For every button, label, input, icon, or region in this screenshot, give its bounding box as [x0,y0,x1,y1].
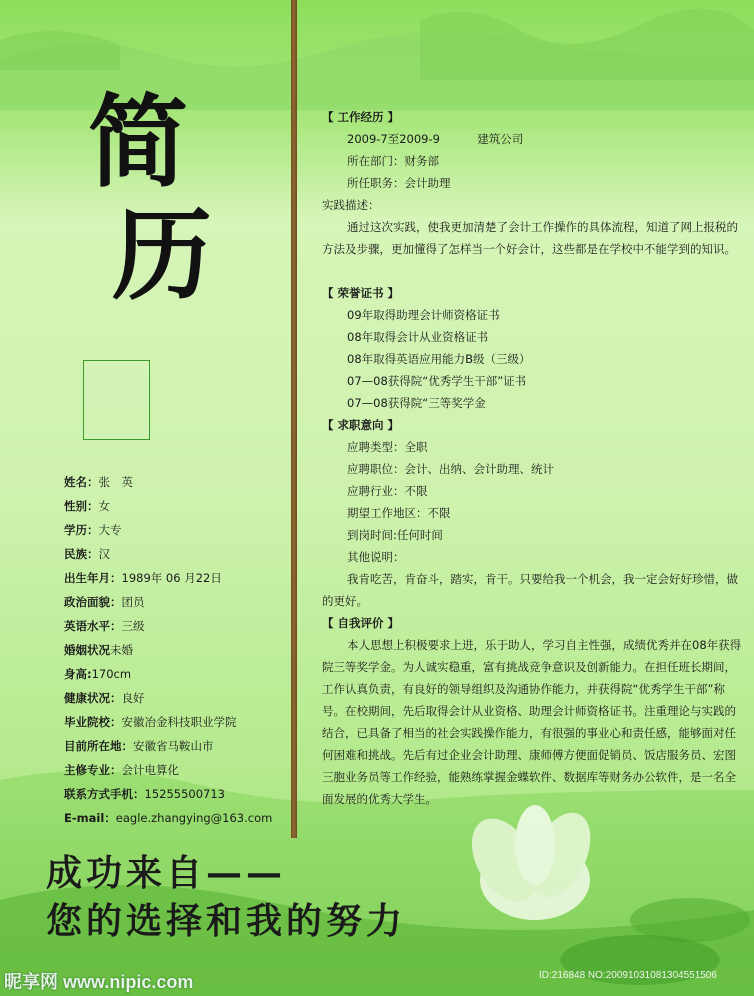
info-label: 姓名： [64,475,99,489]
info-row [64,470,292,494]
honors-list [322,304,752,414]
info-row [64,782,292,806]
work-desc: 通过这次实践，使我更加清楚了会计工作操作的具体流程，知道了网上报税的方法及步骤，更加懂得了怎样当一个好会计，这些都是在学校中不能学到的知识。 [322,220,738,256]
title-char-2: 历 [112,196,212,314]
info-label: 学历： [64,523,99,537]
info-value: 1989年 06 月22日 [121,571,222,585]
info-value: 汉 [98,547,110,561]
info-label: 主修专业： [64,763,122,777]
resume-details [322,106,752,810]
info-row [64,542,292,566]
info-label: 毕业院校： [64,715,122,729]
info-row [64,566,292,590]
info-value: 安徽省马鞍山市 [133,739,214,753]
info-label: 政治面貌： [64,595,122,609]
info-label: 婚姻状况 [64,643,110,657]
info-value: 女 [98,499,110,513]
intent-item: 应聘类型：全职 [347,440,428,454]
honor-item: 07—08获得院“优秀学生干部”证书 [347,374,527,388]
info-label: 性别： [64,499,99,513]
info-value: 三级 [121,619,145,633]
info-value: 张 英 [98,475,133,489]
honors-heading: 【 荣誉证书 】 [322,286,400,300]
work-heading: 【 工作经历 】 [322,110,400,124]
info-value: 会计电算化 [121,763,179,777]
info-value: 15255500713 [144,787,225,801]
info-label: 民族： [64,547,99,561]
info-label: 目前所在地： [64,739,133,753]
info-label: 身高: [64,667,92,681]
info-label: 联系方式手机： [64,787,145,801]
intent-item: 应聘行业：不限 [347,484,428,498]
work-period: 2009-7至2009-9 [347,132,440,146]
info-row [64,734,292,758]
slogan-line-2: 您的选择和我的努力 [46,900,407,942]
info-value: 安徽冶金科技职业学院 [121,715,237,729]
intent-item: 其他说明： [347,550,405,564]
honor-item: 08年取得英语应用能力B级（三级） [347,352,531,366]
info-label: 出生年月： [64,571,122,585]
intent-heading: 【 求职意向 】 [322,418,400,432]
work-dept: 所在部门：财务部 [347,154,439,168]
honor-item: 09年取得助理会计师资格证书 [347,308,500,322]
work-company: 建筑公司 [477,132,524,146]
personal-info [64,470,292,830]
info-row [64,518,292,542]
intent-list [322,436,752,568]
work-desc-label: 实践描述： [322,198,380,212]
slogan-line-1: 成功来自—— [46,852,287,894]
info-row [64,614,292,638]
info-row [64,662,292,686]
photo-placeholder [83,360,150,440]
info-row [64,758,292,782]
watermark-id: ID:216848 NO:20091031081304551506 [539,970,717,981]
info-label: E-mail： [64,811,116,825]
info-row [64,590,292,614]
self-heading: 【 自我评价 】 [322,616,400,630]
info-row [64,494,292,518]
info-row [64,686,292,710]
info-value: 大专 [98,523,122,537]
intent-item: 期望工作地区：不限 [347,506,451,520]
info-value: 170cm [91,667,132,681]
info-label: 健康状况： [64,691,122,705]
intent-note: 我肯吃苦，肯奋斗，踏实，肯干。只要给我一个机会，我一定会好好珍惜，做的更好。 [322,572,738,608]
info-value: 未婚 [110,643,133,657]
slogan [46,852,407,942]
info-label: 英语水平： [64,619,122,633]
intent-item: 应聘职位：会计、出纳、会计助理、统计 [347,462,554,476]
watermark-site: 昵享网 www.nipic.com [4,972,194,992]
self-text: 本人思想上积极要求上进，乐于助人，学习自主性强，成绩优秀并在08年获得院三等奖学金。为人诚实稳重，富有挑战竞争意识及创新能力。在担任班长期间，工作认真负责，有良好的领导组织及沟通协作能力，并获得院“优秀学生干部”称号。在校期间，先后取得会计从业资格、助理会计师资格证书。注重理论与实践的结合，已具备了相当的社会实践操作能力，有很强的事业心和责任感，能够面对任何困难和挑战。先后有过企业会计助理、康师傅方便面促销员、饭店服务员、宏图三胞业务员等工作经验，能熟练掌握金蝶软件、数据库等财务办公软件，是一名全面发展的优秀大学生。 [322,638,742,806]
info-row [64,638,292,662]
info-value: 良好 [121,691,145,705]
honor-item: 07—08获得院“三等奖学金 [347,396,486,410]
intent-item: 到岗时间:任何时间 [347,528,443,542]
work-position: 所任职务：会计助理 [347,176,451,190]
work-period-row [322,128,752,150]
title-char-1: 简 [88,83,188,201]
info-row [64,710,292,734]
info-value: eagle.zhangying@163.com [115,811,273,825]
honor-item: 08年取得会计从业资格证书 [347,330,489,344]
info-value: 团员 [121,595,145,609]
info-row [64,806,292,830]
